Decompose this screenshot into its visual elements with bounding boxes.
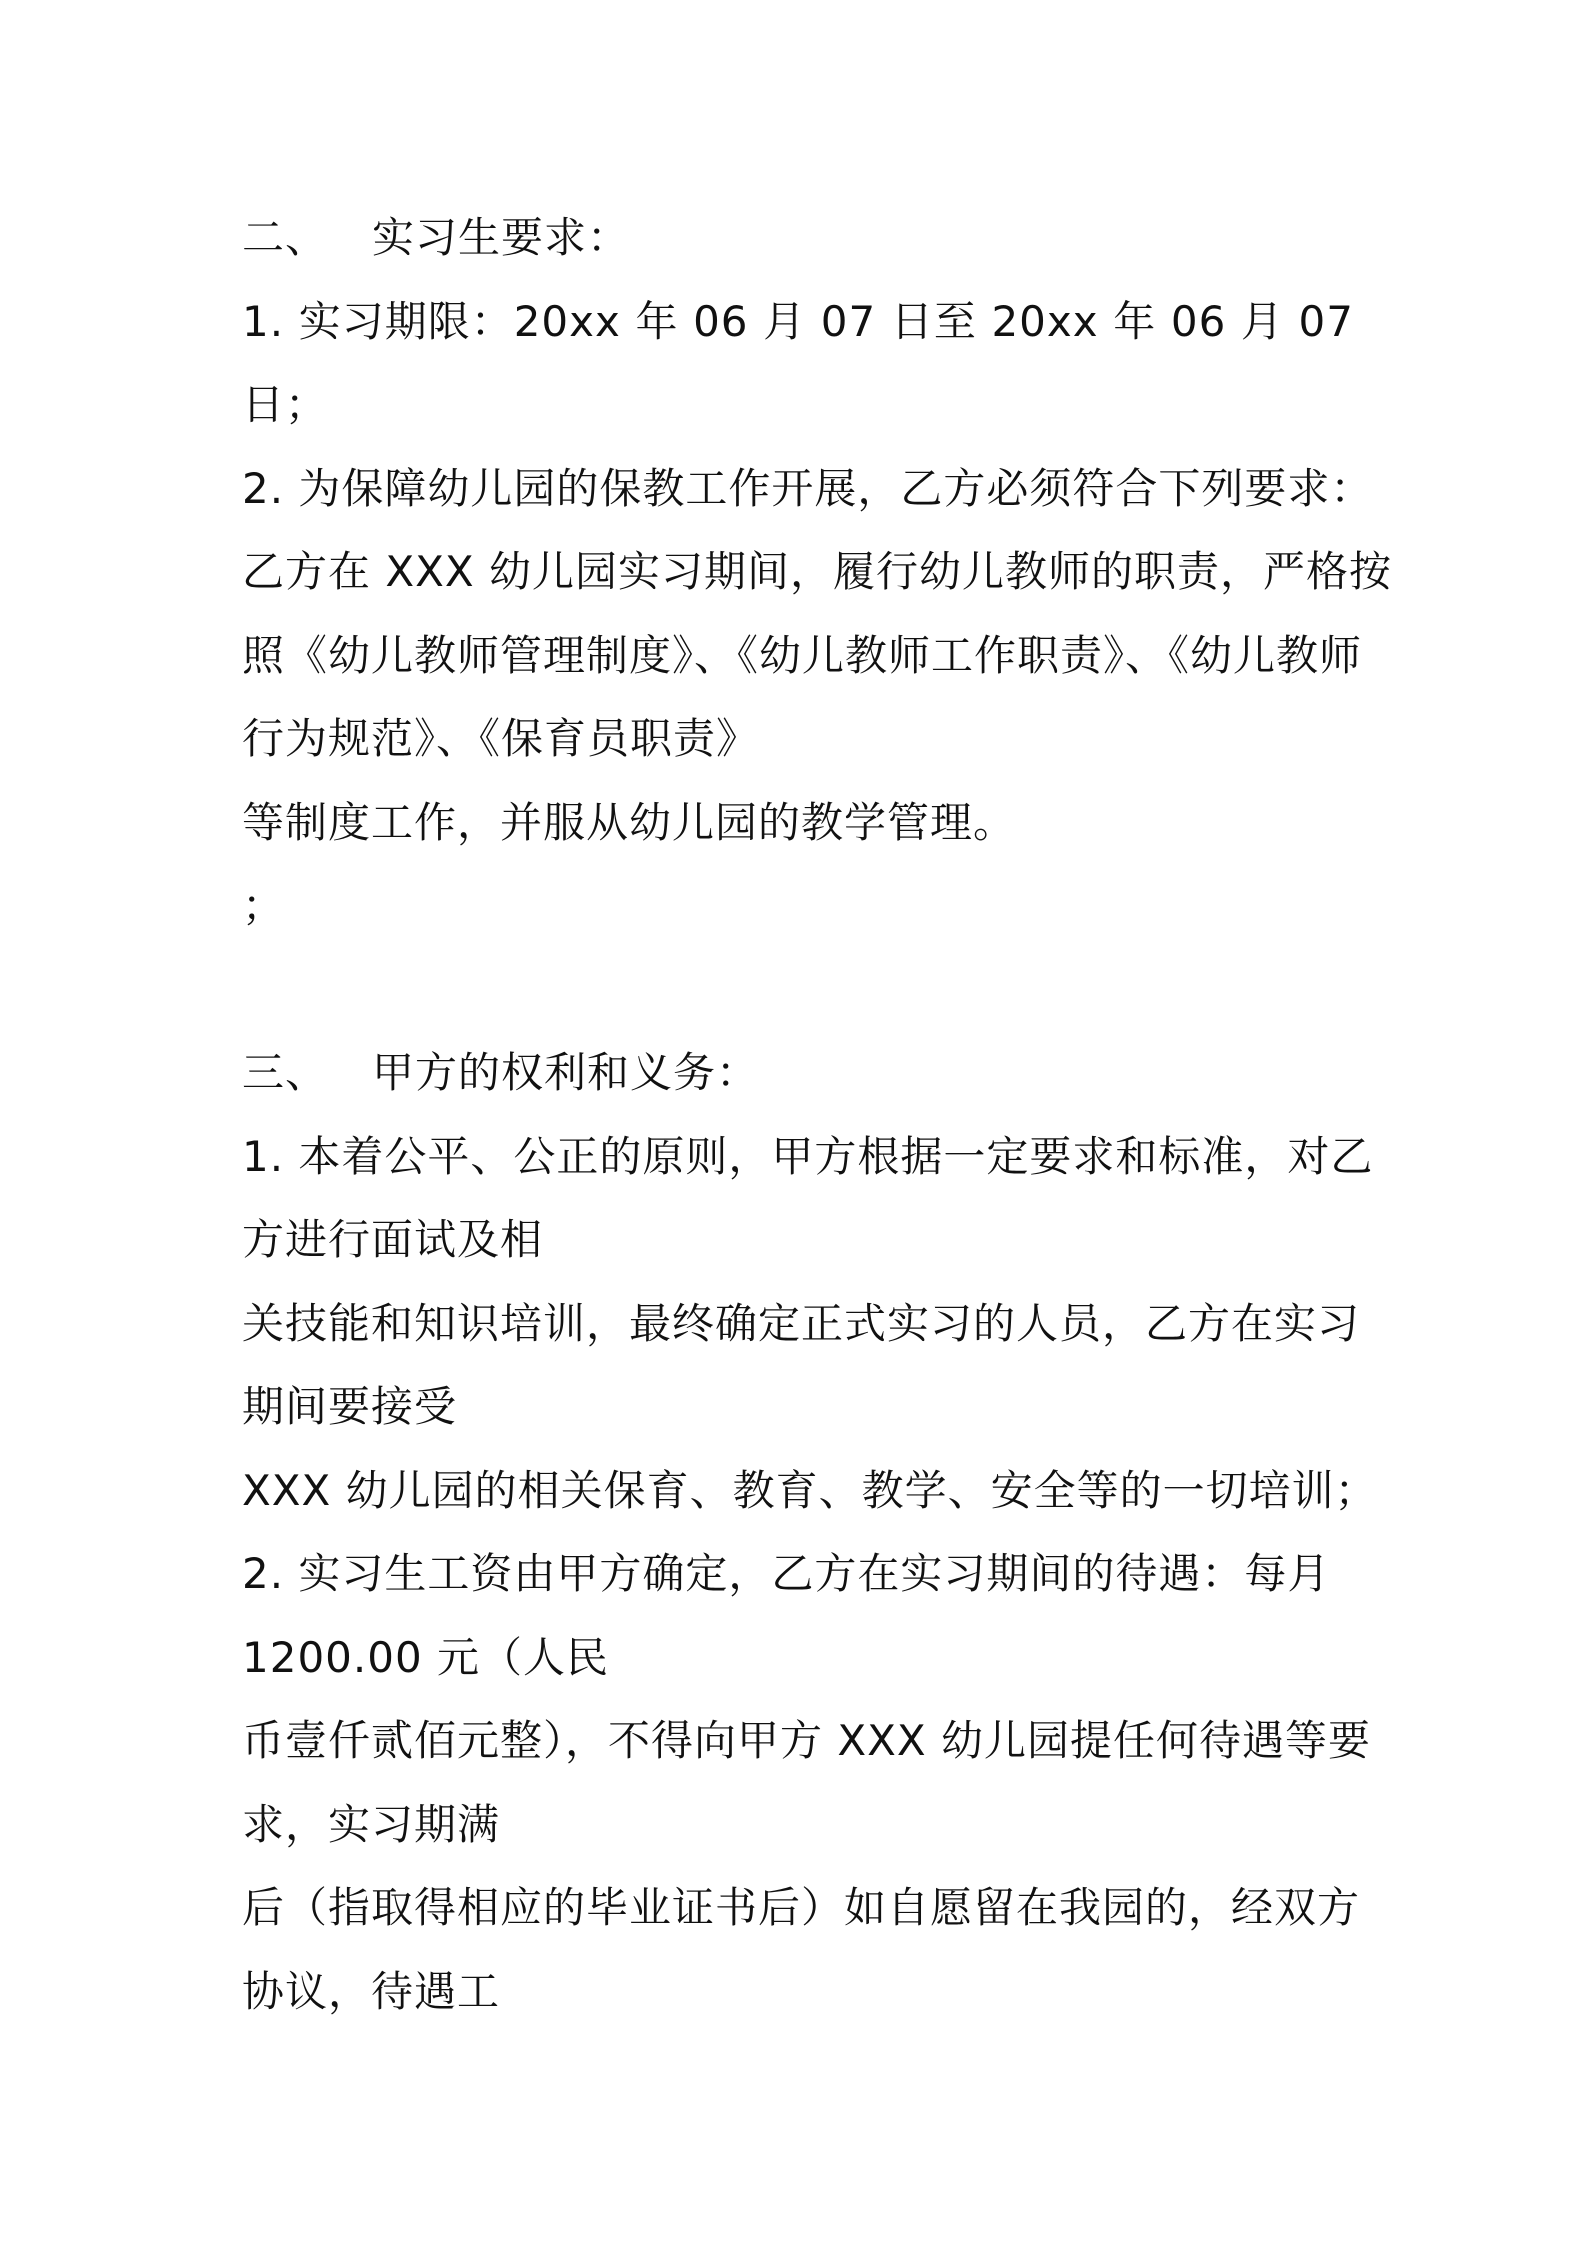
period-part: 日至 bbox=[890, 296, 977, 346]
paragraph-line: ； bbox=[242, 881, 286, 930]
document-body bbox=[242, 196, 1393, 2033]
paragraph-line: 2. 实习生工资由甲方确定，乙方在实习期间的待遇：每月 bbox=[242, 1549, 1331, 1598]
section-2-heading bbox=[242, 196, 1362, 280]
paragraph-line: 后（指取得相应的毕业证书后）如自愿留在我园的，经双方 bbox=[242, 1883, 1361, 1932]
requirements-item-2: 2. 为保障幼儿园的保教工作开展，乙方必须符合下列要求： bbox=[242, 463, 1374, 513]
paragraph-line: XXX 幼儿园的相关保育、教育、教学、安全等的一切培训； bbox=[242, 1465, 1378, 1515]
period-part: 20xx bbox=[991, 296, 1099, 346]
paragraph-line: 1. 本着公平、公正的原则，甲方根据一定要求和标准，对乙 bbox=[242, 1131, 1374, 1181]
period-part: 实习期限：20xx bbox=[298, 296, 621, 346]
internship-period-line bbox=[242, 280, 1354, 364]
period-part: 月 bbox=[763, 296, 807, 346]
section-2-number: 二、 bbox=[242, 213, 329, 262]
section-3-title: 甲方的权利和义务： bbox=[372, 1048, 760, 1097]
blank-line bbox=[242, 948, 1362, 1032]
paragraph-line: 1200.00 元（人民 bbox=[242, 1632, 610, 1682]
paragraph-line: 关技能和知识培训，最终确定正式实习的人员，乙方在实习 bbox=[242, 1298, 1361, 1348]
period-part: 月 bbox=[1240, 296, 1284, 346]
section-3-heading bbox=[242, 1031, 1362, 1115]
period-part: 06 bbox=[1170, 296, 1227, 346]
period-part: 年 bbox=[635, 296, 679, 346]
paragraph-line: 方进行面试及相 bbox=[242, 1215, 544, 1264]
period-part: 年 bbox=[1113, 296, 1157, 346]
period-part: 07 bbox=[820, 296, 877, 346]
paragraph-line: 照《幼儿教师管理制度》、《幼儿教师工作职责》、《幼儿教师 bbox=[242, 630, 1363, 680]
section-3-number: 三、 bbox=[242, 1048, 329, 1097]
paragraph-line: 协议，待遇工 bbox=[242, 1966, 501, 2016]
paragraph-line: 等制度工作，并服从幼儿园的教学管理。 bbox=[242, 797, 1017, 847]
section-2-title: 实习生要求： bbox=[372, 213, 631, 262]
paragraph-line: 币壹仟贰佰元整），不得向甲方 XXX 幼儿园提任何待遇等要 bbox=[242, 1716, 1372, 1765]
internship-period-continuation: 日； bbox=[242, 380, 329, 429]
paragraph-line: 求，实习期满 bbox=[242, 1799, 501, 1849]
period-part: 06 bbox=[693, 296, 749, 346]
paragraph-line: 期间要接受 bbox=[242, 1382, 458, 1431]
period-part: 07 bbox=[1298, 296, 1354, 346]
period-part: 1. bbox=[242, 296, 285, 346]
paragraph-line: 乙方在 XXX 幼儿园实习期间，履行幼儿教师的职责，严格按 bbox=[242, 547, 1393, 596]
paragraph-line: 行为规范》、《保育员职责》 bbox=[242, 714, 760, 763]
